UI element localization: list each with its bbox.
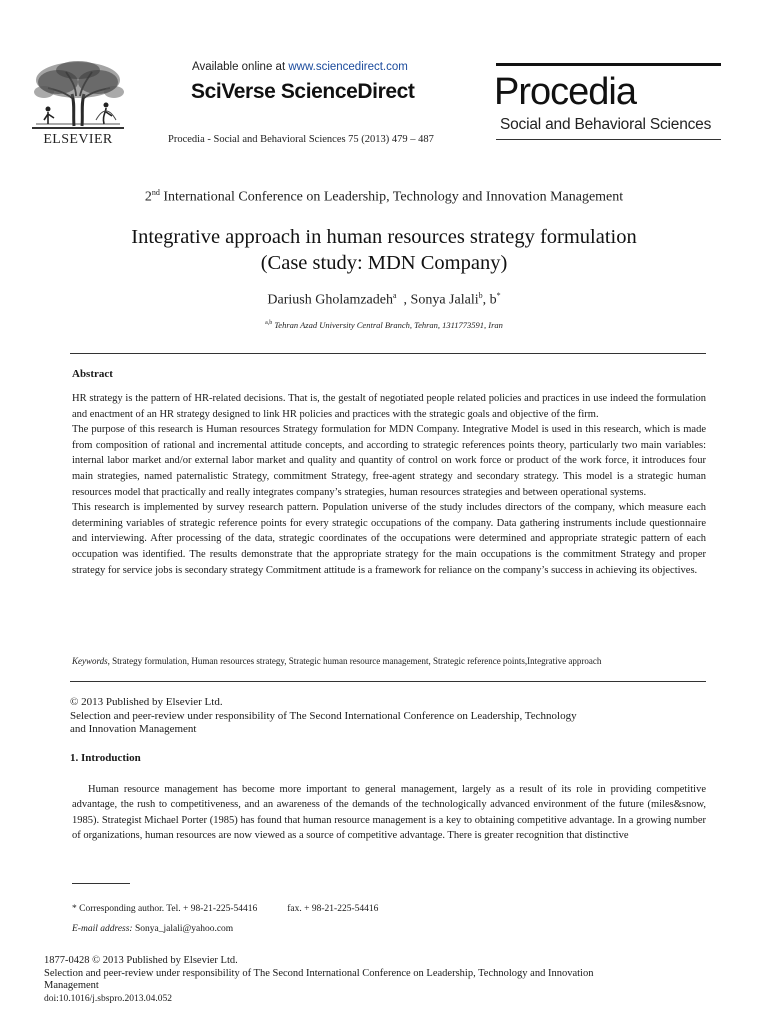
- email-address[interactable]: Sonya_jalali@yahoo.com: [134, 924, 234, 934]
- abstract-paragraph: The purpose of this research is Human resources Strategy formulation for MDN Company. Integrative Model is used in this research, which is made from composition of rational and incremental attitude concepts, and according to strategic references points theory, particularly two main variables: internal labor market and/or external labor market and quality and quantity of control on work force or product of the work force, it introduces four main strategies, named paternalistic Strategy, commitment Strategy, free-agent strategy and secondary strategy. This model is a strategic human resources model that practically and really integrates company’s strategies, human resources strategies and between operational systems.: [72, 424, 706, 498]
- introduction-text: Human resource management has become more important to general management, largely as a result of its role in providing competitive advantage, the rush to competitiveness, and an awareness of the demands of the technologically advanced environment of the future (miles&snow, 1985). Strategist Michael Porter (1985) has found that human resource management is a key to obtaining competitive advantage. In a growing number of organizations, human resources are now viewed as a source of competitive advantage. There is greater recognition that distinctive: [72, 784, 706, 842]
- doi-link[interactable]: doi:10.1016/j.sbspro.2013.04.052: [44, 993, 172, 1004]
- journal-reference: Procedia - Social and Behavioral Sciences 75 (2013) 479 – 487: [168, 134, 434, 145]
- abstract-bottom-rule: [70, 681, 706, 682]
- conference-number: 2: [144, 189, 152, 205]
- page-footer: [44, 955, 724, 1005]
- abstract-top-rule: [70, 353, 706, 354]
- issn-copyright-line: 1877-0428 © 2013 Published by Elsevier Ltd.: [44, 955, 238, 966]
- keywords-text: , Strategy formulation, Human resources strategy, Strategic human resource management, Strategic reference points,Integrative approach: [107, 656, 602, 666]
- abstract-heading: Abstract: [72, 368, 113, 380]
- abstract-paragraph: HR strategy is the pattern of HR-related decisions. That is, the gestalt of negotiated people related policies and practices in use indeed the formulation and enactment of an HR strategy designed to link HR policies and practices with the strategic goals and objective of the firm.: [72, 393, 706, 420]
- author-1-mark: a: [392, 291, 397, 300]
- email-footnote: [72, 924, 233, 934]
- available-online-label: Available online at: [192, 61, 286, 73]
- corresponding-author-footnote: [72, 904, 378, 914]
- keywords-line: [72, 656, 601, 666]
- abstract-paragraph: This research is implemented by survey research pattern. Population universe of the study includes directors of the company, which measure each determining variables of strategic reference points for every strategic occupations of the company. Data gathering instruments include questionnaire and interviewing. After processing of the data, strategic coordinates of the occupations were determined and appropriate strategic pattern of each occupation was identified. The results demonstrate that the appropriate strategy for the main occupations is the commitment Strategy and proper strategy for service jobs is secondary strategy Commitment attitude is a framework for reliance on the company’s success in achieving its objectives.: [72, 502, 706, 576]
- elsevier-wordmark: ELSEVIER: [43, 132, 113, 147]
- sciencedirect-link[interactable]: www.sciencedirect.com: [288, 61, 408, 73]
- available-online-line: [192, 61, 408, 73]
- footer-peer-review-line: Selection and peer-review under responsibility of The Second International Conference on Leadership, Technology and Innovation: [44, 967, 594, 979]
- conference-line: [0, 188, 768, 206]
- procedia-top-rule: [496, 63, 721, 66]
- author-2-affil-mark: b: [489, 292, 497, 308]
- author-list: Dariush Gholamzadeh$^a$ , Sonya Jalali$^b$, b*: [267, 291, 501, 308]
- corresponding-mark: *: [496, 291, 501, 300]
- copyright-line: © 2013 Published by Elsevier Ltd.: [70, 696, 223, 708]
- affiliation: [0, 320, 768, 330]
- peer-review-line-cont: and Innovation Management: [70, 723, 197, 735]
- corresponding-author-fax: fax. + 98-21-225-54416: [287, 904, 379, 914]
- procedia-subtitle: Social and Behavioral Sciences: [500, 116, 712, 133]
- elsevier-logo: [26, 58, 130, 156]
- copyright-block: [70, 696, 710, 737]
- paper-title-line2: (Case study: MDN Company): [260, 252, 508, 274]
- procedia-logo: Procedia: [494, 71, 636, 113]
- sciverse-sciencedirect-logo: SciVerse ScienceDirect: [191, 80, 415, 103]
- email-label: E-mail address:: [72, 924, 133, 934]
- footer-peer-review-line-cont: Management: [44, 980, 99, 992]
- affiliation-marks: a,b: [265, 320, 273, 327]
- author-2-mark: b: [478, 291, 483, 300]
- peer-review-line: Selection and peer-review under responsibility of The Second International Conference on Leadership, Technology: [70, 709, 577, 722]
- author-1: Dariush Gholamzadeh: [267, 292, 393, 308]
- affiliation-text: Tehran Azad University Central Branch, Tehran, 1311773591, Iran: [274, 320, 503, 330]
- procedia-bottom-rule: [496, 139, 721, 140]
- author-2: Sonya Jalali: [410, 292, 479, 308]
- paper-title-line1: Integrative approach in human resources strategy formulation: [131, 226, 637, 248]
- abstract-body: [72, 391, 706, 578]
- conference-name: International Conference on Leadership, Technology and Innovation Management: [163, 189, 624, 205]
- corresponding-author-tel: * Corresponding author. Tel. + 98-21-225-54416: [72, 904, 258, 914]
- conference-ordinal: nd: [151, 188, 160, 197]
- elsevier-tree-icon: [26, 58, 130, 132]
- keywords-label: Keywords: [72, 656, 108, 666]
- footnote-rule: [72, 883, 130, 884]
- introduction-heading: 1. Introduction: [70, 752, 141, 764]
